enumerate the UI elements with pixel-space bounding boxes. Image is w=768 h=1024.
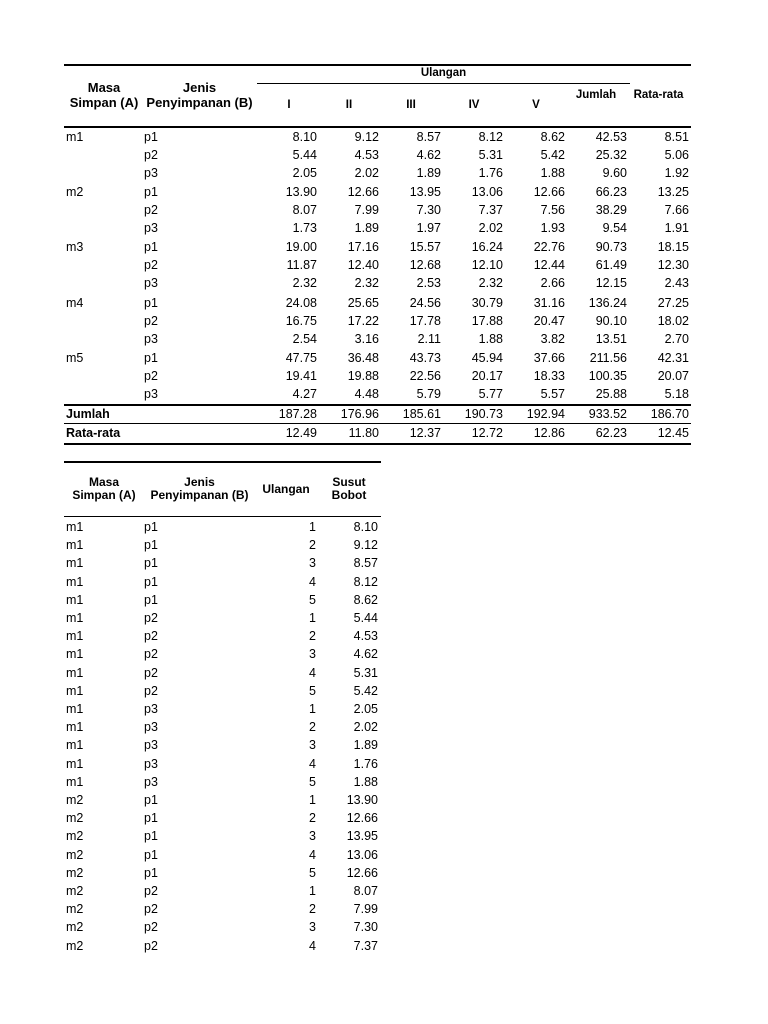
rep-cell: 19.00 [285,240,317,254]
jenis-cell: p1 [144,520,158,534]
ulangan-cell: 5 [309,592,316,607]
rep-cell: 1.76 [478,166,503,180]
jenis-cell: p1 [144,847,158,862]
rep-cell: 1.89 [354,221,379,235]
header-rep-1: I [287,99,291,111]
rep-cell: 11.87 [286,258,317,272]
masa-cell: m1 [66,538,84,553]
susut-bobot-cell: 7.37 [353,938,378,953]
susut-bobot-cell: 12.66 [346,865,378,880]
rep-cell: 13.95 [409,185,441,199]
rata-cell: 8.51 [664,130,689,144]
ulangan-cell: 2 [309,629,316,644]
rep-cell: 5.77 [478,387,503,401]
masa-cell: m3 [66,240,84,254]
ulangan-cell: 1 [309,702,316,716]
masa-cell: m2 [66,920,84,935]
rep-cell: 30.79 [471,296,503,310]
jumlah-cell: 9.60 [602,166,627,180]
masa-cell: m1 [66,592,84,607]
jenis-cell: p2 [144,938,158,953]
ulangan-cell: 5 [309,865,316,880]
ulangan-cell: 4 [309,756,316,771]
rep-cell: 8.07 [292,203,317,217]
rep-cell: 24.08 [285,296,317,310]
susut-bobot-cell: 5.44 [353,611,378,625]
table-row [64,609,381,627]
rep-cell: 12.44 [533,258,565,272]
masa-cell: m1 [66,683,84,698]
rep-cell: 43.73 [409,351,441,365]
table-row [64,937,381,955]
jumlah-cell: 12.15 [595,276,627,290]
rep-cell: 5.79 [416,387,441,401]
jumlah-cell: 90.73 [595,240,627,254]
jenis-cell: p3 [144,166,158,180]
jenis-cell: p3 [144,720,158,735]
mean-cell: 12.86 [533,426,565,440]
susut-bobot-cell: 1.89 [353,738,378,753]
table-row [64,827,381,845]
masa-cell: m1 [66,756,84,771]
jenis-cell: p3 [144,387,158,401]
table-row [64,238,691,256]
table-row [64,294,691,312]
header-rep-4: IV [468,99,480,111]
jenis-cell: p3 [144,276,158,290]
table-row [64,736,381,754]
table-row [64,682,381,700]
susut-bobot-cell: 1.88 [353,774,378,789]
rata-cell: 27.25 [657,296,689,310]
rep-cell: 25.65 [347,296,379,310]
rep-cell: 37.66 [533,351,565,365]
rep-cell: 2.66 [540,276,565,290]
susut-bobot-cell: 5.31 [353,665,378,680]
rep-cell: 7.30 [416,203,441,217]
header-rata-rata: Rata-rata [633,89,684,101]
table-row [64,700,381,718]
rep-cell: 5.31 [478,148,503,162]
rep-cell: 17.22 [347,314,379,328]
rep-cell: 4.62 [416,148,441,162]
total-cell: 186.70 [650,407,689,421]
ulangan-cell: 5 [309,774,316,789]
rata-cell: 5.06 [664,148,689,162]
rep-cell: 19.88 [347,369,379,383]
jenis-cell: p3 [144,756,158,771]
rep-cell: 8.62 [540,130,565,144]
rep-cell: 45.94 [471,351,503,365]
table-row [64,591,381,609]
rep-cell: 22.76 [533,240,565,254]
rata-cell: 2.43 [664,276,689,290]
jenis-cell: p3 [144,738,158,753]
ulangan-cell: 3 [309,920,316,935]
table-row [64,219,691,237]
jenis-cell: p1 [144,829,158,844]
ulangan-cell: 3 [309,647,316,662]
rep-cell: 17.88 [471,314,503,328]
jenis-cell: p2 [144,683,158,698]
table-row [64,809,381,827]
rep-cell: 9.12 [354,130,379,144]
total-cell: 192.94 [526,407,565,421]
table-row [64,349,691,367]
header-rep-2: II [345,99,353,111]
totals-row [64,405,691,423]
jenis-cell: p1 [144,865,158,880]
jumlah-cell: 42.53 [595,130,627,144]
susut-bobot-cell: 8.57 [353,556,378,571]
table-row [64,791,381,809]
mean-cell: 62.23 [595,426,627,440]
rata-cell: 1.91 [664,221,689,235]
mean-cell: 11.80 [348,426,379,440]
jenis-cell: p1 [144,240,158,254]
total-cell: 190.73 [464,407,503,421]
jumlah-cell: 25.32 [595,148,627,162]
table-row [64,201,691,219]
jenis-cell: p2 [144,629,158,644]
rep-cell: 18.33 [533,369,565,383]
rep-cell: 5.42 [540,148,565,162]
susut-bobot-cell: 2.02 [353,720,378,735]
header-susut-bobot: Susut Bobot [331,475,367,502]
table-row [64,128,691,146]
rep-cell: 8.57 [416,130,441,144]
jenis-cell: p2 [144,203,158,217]
rep-cell: 2.32 [354,276,379,290]
rep-cell: 20.47 [533,314,565,328]
rep-cell: 7.37 [478,203,503,217]
jenis-cell: p2 [144,148,158,162]
means-row [64,424,691,442]
masa-cell: m2 [66,847,84,862]
jenis-cell: p3 [144,774,158,789]
jenis-cell: p1 [144,296,158,310]
rata-cell: 5.18 [664,387,689,401]
rep-cell: 4.27 [292,387,317,401]
jumlah-cell: 13.51 [595,332,627,346]
table-row [64,164,691,182]
ulangan-cell: 2 [309,538,316,553]
rata-cell: 18.02 [657,314,689,328]
table-row [64,330,691,348]
jenis-cell: p1 [144,592,158,607]
masa-cell: m2 [66,938,84,953]
header-bottom-rule [64,516,381,517]
susut-bobot-cell: 8.10 [353,520,378,534]
rep-cell: 24.56 [409,296,441,310]
ulangan-cell: 3 [309,829,316,844]
susut-bobot-cell: 8.07 [353,884,378,898]
masa-cell: m1 [66,647,84,662]
header-jumlah: Jumlah [575,89,617,101]
mean-cell: 12.72 [471,426,503,440]
masa-cell: m1 [66,702,84,716]
rep-cell: 12.10 [471,258,503,272]
ulangan-cell: 3 [309,738,316,753]
jenis-cell: p1 [144,538,158,553]
susut-bobot-cell: 9.12 [353,538,378,553]
ulangan-underline [257,83,630,84]
jenis-cell: p2 [144,920,158,935]
masa-cell: m1 [66,774,84,789]
rep-cell: 7.56 [540,203,565,217]
header-masa-simpan: Masa Simpan (A) [69,80,139,110]
masa-cell: m1 [66,130,84,144]
ulangan-cell: 5 [309,683,316,698]
jumlah-cell: 211.56 [589,351,627,365]
jenis-cell: p2 [144,665,158,680]
mean-cell: 12.49 [285,426,317,440]
susut-bobot-cell: 13.90 [346,793,378,807]
rep-cell: 19.41 [285,369,317,383]
jenis-cell: p1 [144,793,158,807]
ulangan-cell: 4 [309,847,316,862]
rata-cell: 2.70 [664,332,689,346]
rep-cell: 12.66 [533,185,565,199]
masa-cell: m2 [66,793,84,807]
jenis-cell: p2 [144,258,158,272]
total-cell: 933.52 [588,407,627,421]
table-row [64,846,381,864]
jenis-cell: p2 [144,611,158,625]
header-jenis-penyimpanan: Jenis Penyimpanan (B) [146,80,253,110]
jenis-cell: p1 [144,556,158,571]
rep-cell: 2.05 [292,166,317,180]
rep-cell: 12.40 [347,258,379,272]
table-row [64,755,381,773]
rep-cell: 2.02 [478,221,503,235]
rep-cell: 2.54 [292,332,317,346]
rep-cell: 15.57 [409,240,441,254]
rep-cell: 1.88 [540,166,565,180]
masa-cell: m2 [66,811,84,826]
header-jenis-penyimpanan: Jenis Penyimpanan (B) [150,475,249,502]
table-bottom-rule [64,443,691,445]
ulangan-cell: 3 [309,556,316,571]
ulangan-cell: 4 [309,665,316,680]
jenis-cell: p2 [144,314,158,328]
jenis-cell: p1 [144,811,158,826]
header-masa-simpan: Masa Simpan (A) [72,475,136,502]
susut-bobot-cell: 13.95 [346,829,378,844]
rep-cell: 16.24 [471,240,503,254]
susut-bobot-cell: 4.62 [353,647,378,662]
susut-bobot-cell: 8.12 [353,574,378,589]
rep-cell: 47.75 [285,351,317,365]
rep-cell: 1.97 [416,221,441,235]
rata-cell: 13.25 [657,185,689,199]
jenis-cell: p3 [144,332,158,346]
rep-cell: 2.32 [292,276,317,290]
ulangan-cell: 1 [309,520,316,534]
susut-bobot-cell: 12.66 [346,811,378,826]
masa-cell: m1 [66,720,84,735]
header-rep-3: III [406,99,416,111]
table-row [64,645,381,663]
mean-cell: 12.45 [657,426,689,440]
table-top-rule [64,461,381,463]
susut-bobot-cell: 7.30 [353,920,378,935]
table-row [64,183,691,201]
rep-cell: 17.78 [409,314,441,328]
ulangan-cell: 4 [309,938,316,953]
rata-cell: 42.31 [657,351,689,365]
rep-cell: 7.99 [354,203,379,217]
rep-cell: 36.48 [347,351,379,365]
rep-cell: 8.12 [478,130,503,144]
ulangan-cell: 2 [309,811,316,826]
masa-cell: m4 [66,296,84,310]
rep-cell: 1.88 [478,332,503,346]
masa-cell: m2 [66,902,84,917]
masa-cell: m1 [66,738,84,753]
rep-cell: 2.53 [416,276,441,290]
rep-cell: 13.06 [471,185,503,199]
jenis-cell: p1 [144,130,158,144]
susut-bobot-cell: 2.05 [353,702,378,716]
masa-cell: m1 [66,665,84,680]
rep-cell: 12.66 [347,185,379,199]
ulangan-cell: 2 [309,720,316,735]
rata-cell: 18.15 [657,240,689,254]
jenis-cell: p1 [144,351,158,365]
jenis-cell: p1 [144,574,158,589]
rep-cell: 1.89 [416,166,441,180]
table-row [64,518,381,536]
susut-bobot-cell: 7.99 [353,902,378,917]
table-row [64,256,691,274]
table-row [64,367,691,385]
table-row [64,627,381,645]
rata-cell: 7.66 [664,203,689,217]
rep-cell: 5.57 [540,387,565,401]
jenis-cell: p2 [144,369,158,383]
rep-cell: 1.73 [292,221,317,235]
masa-cell: m1 [66,574,84,589]
jumlah-cell: 61.49 [595,258,627,272]
table-row [64,718,381,736]
masa-cell: m2 [66,185,84,199]
masa-cell: m1 [66,556,84,571]
susut-bobot-cell: 1.76 [353,756,378,771]
rata-cell: 20.07 [657,369,689,383]
rep-cell: 13.90 [285,185,317,199]
rep-cell: 1.93 [540,221,565,235]
table-row [64,864,381,882]
table-row [64,536,381,554]
rep-cell: 2.02 [354,166,379,180]
rep-cell: 8.10 [292,130,317,144]
jumlah-cell: 25.88 [595,387,627,401]
ulangan-cell: 1 [309,884,316,898]
jenis-cell: p2 [144,902,158,917]
table-row [64,882,381,900]
table-row [64,773,381,791]
table-row [64,573,381,591]
rep-cell: 17.16 [347,240,379,254]
total-cell: 187.28 [278,407,317,421]
rep-cell: 3.16 [354,332,379,346]
jenis-cell: p3 [144,221,158,235]
masa-cell: m1 [66,520,84,534]
rep-cell: 31.16 [533,296,565,310]
mean-cell: 12.37 [409,426,441,440]
jenis-cell: p1 [144,185,158,199]
total-cell: 176.96 [340,407,379,421]
rep-cell: 2.32 [478,276,503,290]
header-ulangan: Ulangan [262,482,310,496]
jenis-cell: p3 [144,702,158,716]
rep-cell: 5.44 [292,148,317,162]
ulangan-cell: 4 [309,574,316,589]
rep-cell: 20.17 [471,369,503,383]
jenis-cell: p2 [144,884,158,898]
rep-cell: 4.53 [354,148,379,162]
table-row [64,664,381,682]
totals-label: Jumlah [66,407,110,421]
masa-cell: m1 [66,611,84,625]
jumlah-cell: 136.24 [588,296,627,310]
jumlah-cell: 100.35 [588,369,627,383]
rep-cell: 3.82 [540,332,565,346]
masa-cell: m1 [66,629,84,644]
susut-bobot-cell: 5.42 [353,683,378,698]
table-row [64,900,381,918]
table-row [64,312,691,330]
susut-bobot-cell: 8.62 [353,592,378,607]
ulangan-cell: 1 [309,611,316,625]
rep-cell: 2.11 [417,332,441,346]
masa-cell: m2 [66,884,84,898]
susut-bobot-cell: 4.53 [353,629,378,644]
masa-cell: m5 [66,351,84,365]
ulangan-cell: 2 [309,902,316,917]
jumlah-cell: 9.54 [602,221,627,235]
rep-cell: 16.75 [285,314,317,328]
total-cell: 185.61 [402,407,441,421]
rata-cell: 12.30 [657,258,689,272]
jumlah-cell: 38.29 [595,203,627,217]
table-row [64,918,381,936]
jumlah-cell: 90.10 [595,314,627,328]
rep-cell: 4.48 [354,387,379,401]
jumlah-cell: 66.23 [595,185,627,199]
rep-cell: 12.68 [409,258,441,272]
header-rep-5: V [532,99,540,111]
masa-cell: m2 [66,829,84,844]
table-row [64,554,381,572]
susut-bobot-cell: 13.06 [346,847,378,862]
table-row [64,274,691,292]
rep-cell: 22.56 [409,369,441,383]
means-label: Rata-rata [66,426,121,440]
header-ulangan: Ulangan [420,67,467,79]
masa-cell: m2 [66,865,84,880]
table-row [64,146,691,164]
jenis-cell: p2 [144,647,158,662]
rata-cell: 1.92 [664,166,689,180]
table-row [64,385,691,403]
ulangan-cell: 1 [309,793,316,807]
